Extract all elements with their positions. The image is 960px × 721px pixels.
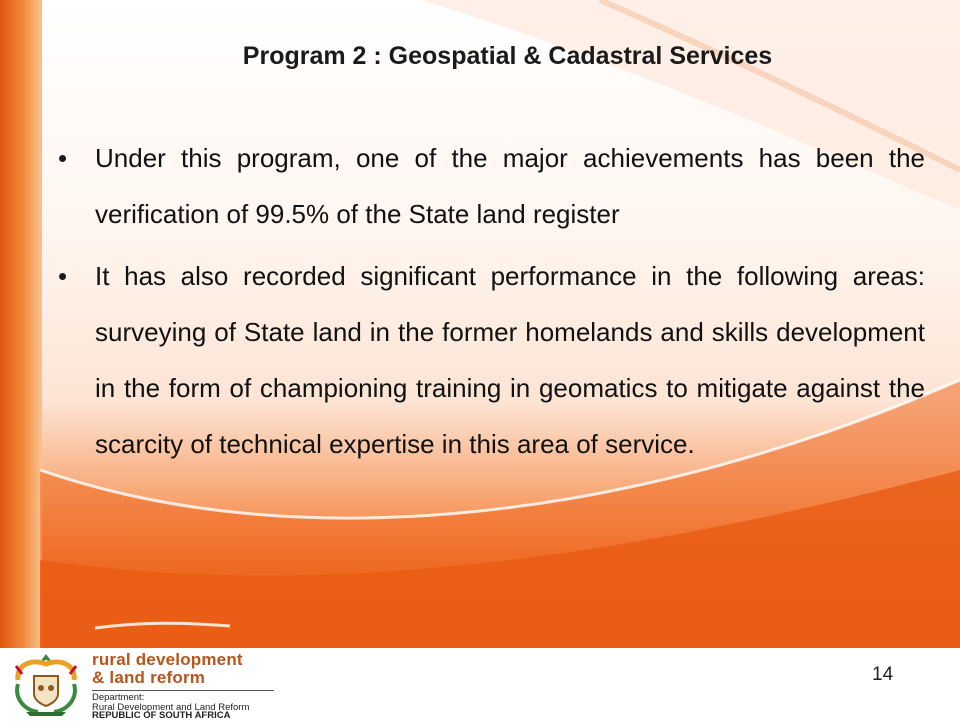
bullet-item	[58, 130, 925, 242]
bullet-text: It has also recorded significant performance in the following areas: surveying of State land in the former homelands and skills development in the form of championing training in geomatics to mitigate against the scarcity of technical expertise in this area of service.	[95, 261, 925, 459]
department-name: Rural Development and Land Reform	[92, 702, 250, 713]
bullet-text: Under this program, one of the major achievements has been the verification of 99.5% of the State land register	[95, 143, 925, 229]
department-label: Department:	[92, 692, 145, 703]
page-number: 14	[872, 664, 894, 685]
brand-divider	[92, 690, 274, 691]
bullet-item	[58, 248, 925, 472]
coat-of-arms-icon	[8, 650, 84, 718]
brand-name-line1: rural development	[92, 650, 243, 669]
slide-title: Program 2 : Geospatial & Cadastral Services	[242, 42, 773, 70]
country-name: REPUBLIC OF SOUTH AFRICA	[92, 710, 231, 721]
bullet-marker: •	[58, 143, 68, 173]
brand-name-line2: & land reform	[92, 668, 206, 687]
footer	[0, 648, 960, 720]
bullet-marker: •	[58, 261, 68, 291]
bullet-list	[58, 130, 925, 478]
